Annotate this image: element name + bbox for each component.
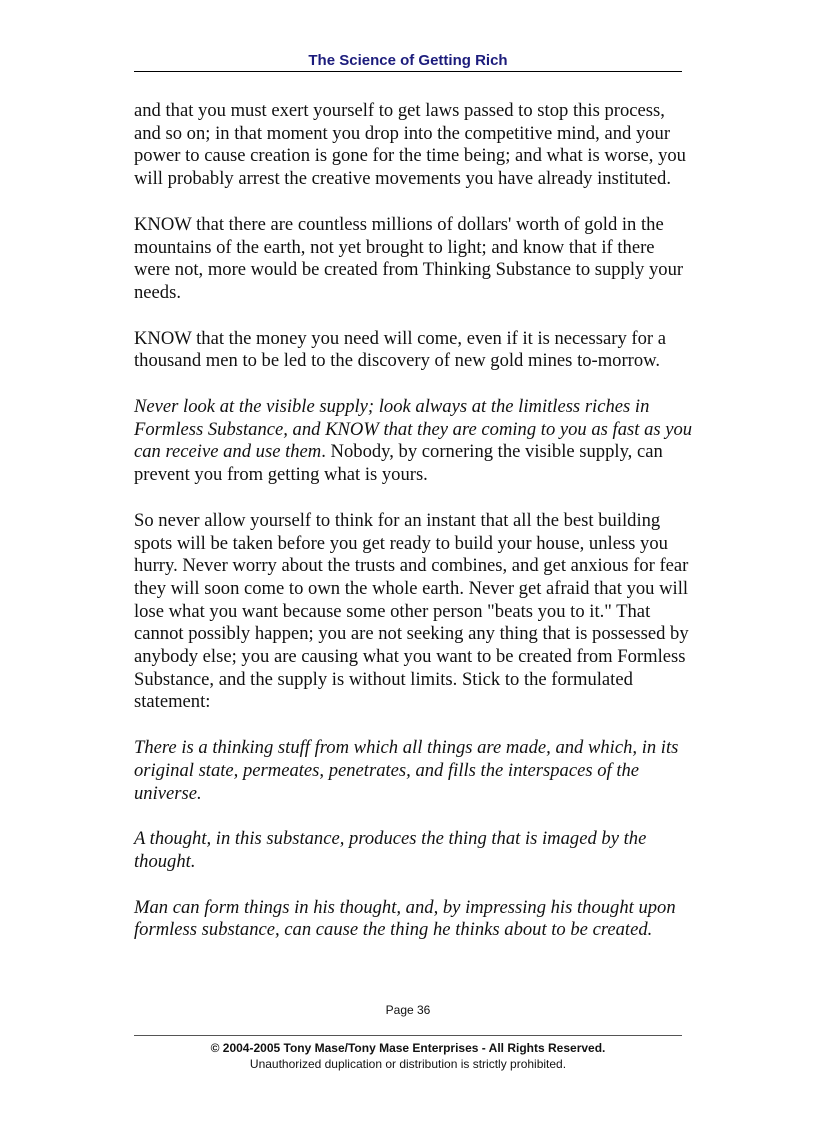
- paragraph-1: and that you must exert yourself to get laws passed to stop this process, and so on; in that moment you drop into the competitive mind, and your power to cause creation is gone for the time being; and what is worse, you will probably arrest the creative movements you have already instituted.: [134, 100, 686, 190]
- paragraph-5: So never allow yourself to think for an instant that all the best building spots will be taken before you get ready to build your house, unless you hurry. Never worry about the trusts and combines, and get anxious for fear they will soon come to own the whole earth. Never get afraid that you will lose what you want because some other person "beats you to it." That cannot possibly happen; you are not seeking any thing that is possessed by anybody else; you are causing what you want to be created from Formless Substance, and the supply is without limits. Stick to the formulated statement:: [134, 509, 689, 713]
- statement-2: A thought, in this substance, produces the thing that is imaged by the thought.: [134, 828, 647, 872]
- header-divider: [134, 71, 682, 72]
- paragraph-2: KNOW that there are countless millions of dollars' worth of gold in the mountains of the earth, not yet brought to light; and know that if there were not, more would be created from Thinking Substance to supply your needs.: [134, 213, 684, 303]
- paragraph-4-rest: . Nobody, by cornering the visible supply, can prevent you from getting what is yours.: [134, 441, 663, 486]
- body-text: [134, 100, 694, 965]
- paragraph-4-italic: Never look at the visible supply; look always at the limitless riches in Formless Substance, and KNOW that they are coming to you as fast as you can receive and use them: [134, 396, 693, 463]
- footer-notice: Unauthorized duplication or distribution is strictly prohibited.: [249, 1057, 567, 1071]
- footer-divider: [134, 1035, 682, 1036]
- statement-1: There is a thinking stuff from which all things are made, and which, in its original state, permeates, penetrates, and fills the interspaces of the universe.: [134, 737, 679, 804]
- paragraph-4: [134, 396, 694, 487]
- statement-3: Man can form things in his thought, and, by impressing his thought upon formless substance, can cause the thing he thinks about to be created.: [134, 896, 676, 941]
- page-number: Page 36: [385, 1003, 431, 1017]
- paragraph-3: KNOW that the money you need will come, even if it is necessary for a thousand men to be led to the discovery of new gold mines to-morrow.: [134, 327, 667, 372]
- header-title: The Science of Getting Rich: [308, 52, 508, 69]
- footer-copyright: © 2004-2005 Tony Mase/Tony Mase Enterprises - All Rights Reserved.: [210, 1041, 606, 1055]
